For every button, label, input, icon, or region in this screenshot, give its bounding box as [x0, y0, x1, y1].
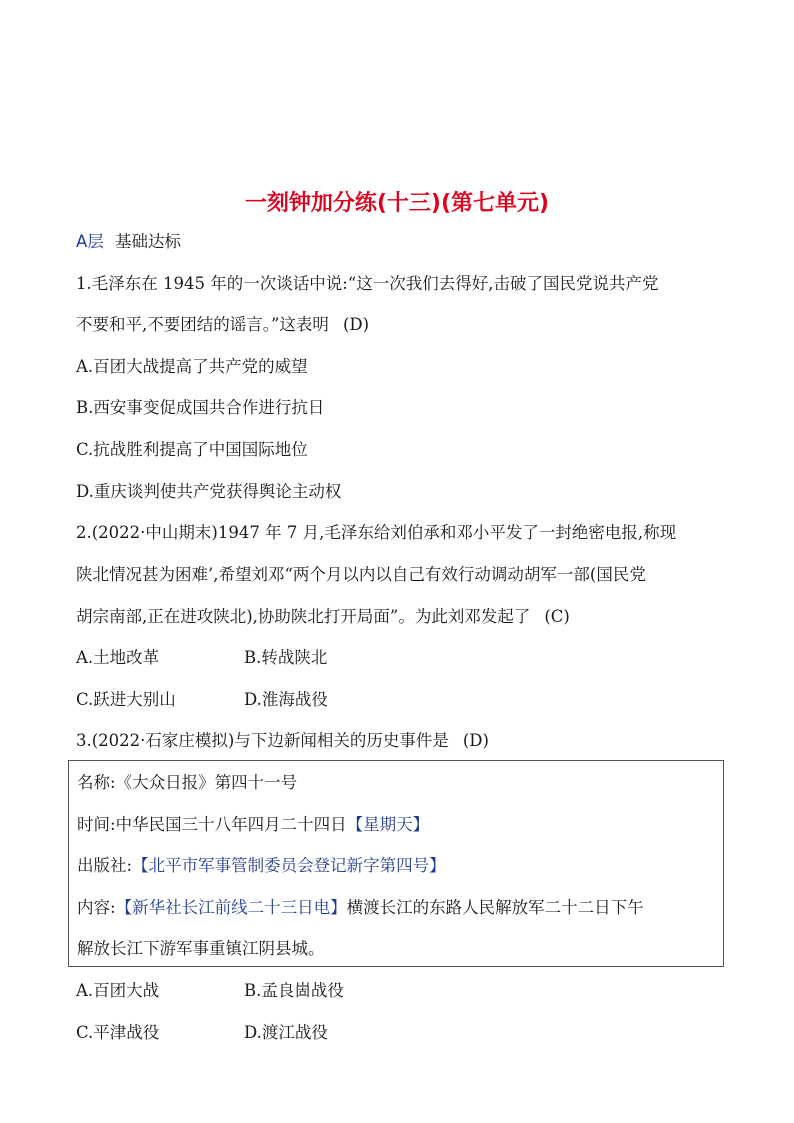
- section-heading: [76, 231, 181, 253]
- q2-stem-line1: 2.(2022·中山期末)1947 年 7 月,毛泽东给刘伯承和邓小平发了一封绝密电报,称现: [76, 523, 677, 542]
- q3-option-d: D.渡江战役: [244, 1023, 328, 1042]
- q2-option-a: A.土地改革: [76, 648, 160, 667]
- news-content-row1: [77, 897, 644, 919]
- news-time-note: 【星期天】: [346, 815, 430, 834]
- section-name: 基础达标: [115, 232, 182, 251]
- q1-option-b: B.西安事变促成国共合作进行抗日: [76, 398, 325, 417]
- news-publisher-value: 【北平市军事管制委员会登记新字第四号】: [132, 856, 446, 875]
- q3-answer: (D): [462, 731, 489, 750]
- news-content-note: 【新华社长江前线二十三日电】: [115, 898, 347, 917]
- news-content-text1: 横渡长江的东路人民解放军二十二日下午: [346, 898, 644, 917]
- news-time-row: [77, 814, 429, 836]
- q3-stem-line1: [76, 730, 489, 752]
- news-box: [68, 760, 724, 967]
- news-publisher-row: [77, 855, 446, 877]
- section-level: A层: [76, 232, 104, 251]
- news-publisher-label: 出版社:: [77, 856, 133, 875]
- news-time-label: 时间:: [77, 815, 116, 834]
- q2-option-c: C.跃进大别山: [76, 690, 176, 709]
- q3-stem-text: 3.(2022·石家庄模拟)与下边新闻相关的历史事件是: [76, 731, 449, 750]
- q1-stem-line2: [76, 314, 369, 336]
- news-content-row2: 解放长江下游军事重镇江阴县城。: [77, 939, 325, 958]
- news-content-label: 内容:: [77, 898, 116, 917]
- q1-option-d: D.重庆谈判使共产党获得舆论主动权: [76, 482, 342, 501]
- q3-options-row1: [76, 980, 344, 1002]
- q3-option-c: C.平津战役: [76, 1023, 160, 1042]
- q2-option-b: B.转战陕北: [244, 648, 328, 667]
- news-time-value: 中华民国三十八年四月二十四日: [115, 815, 347, 834]
- q3-option-a: A.百团大战: [76, 981, 160, 1000]
- q1-answer: (D): [342, 315, 370, 334]
- q1-option-a: A.百团大战提高了共产党的威望: [76, 357, 308, 376]
- q3-option-b: B.孟良崮战役: [244, 981, 344, 1000]
- q2-option-d: D.淮海战役: [244, 690, 328, 709]
- page-title: 一刻钟加分练(十三)(第七单元): [244, 191, 550, 216]
- q1-option-c: C.抗战胜利提高了中国国际地位: [76, 440, 308, 459]
- news-name-row: [77, 772, 297, 794]
- q2-options-row2: [76, 689, 328, 711]
- q1-stem-text: 不要和平,不要团结的谣言。”这表明: [76, 315, 329, 334]
- news-name-value: 《大众日报》第四十一号: [115, 773, 298, 792]
- q2-stem-line2: 陕北情况甚为困难’,希望刘邓“两个月以内以自己有效行动调动胡军一部(国民党: [76, 565, 646, 584]
- news-name-label: 名称:: [77, 773, 116, 792]
- q2-answer: (C): [544, 607, 570, 626]
- q3-options-row2: [76, 1022, 328, 1044]
- q2-stem-line3: [76, 606, 570, 628]
- q1-stem-line1: 1.毛泽东在 1945 年的一次谈话中说:“这一次我们去得好,击破了国民党说共产党: [76, 274, 659, 293]
- q2-options-row1: [76, 647, 328, 669]
- q2-stem-text: 胡宗南部,正在进攻陕北),协助陕北打开局面”。为此刘邓发起了: [76, 607, 531, 626]
